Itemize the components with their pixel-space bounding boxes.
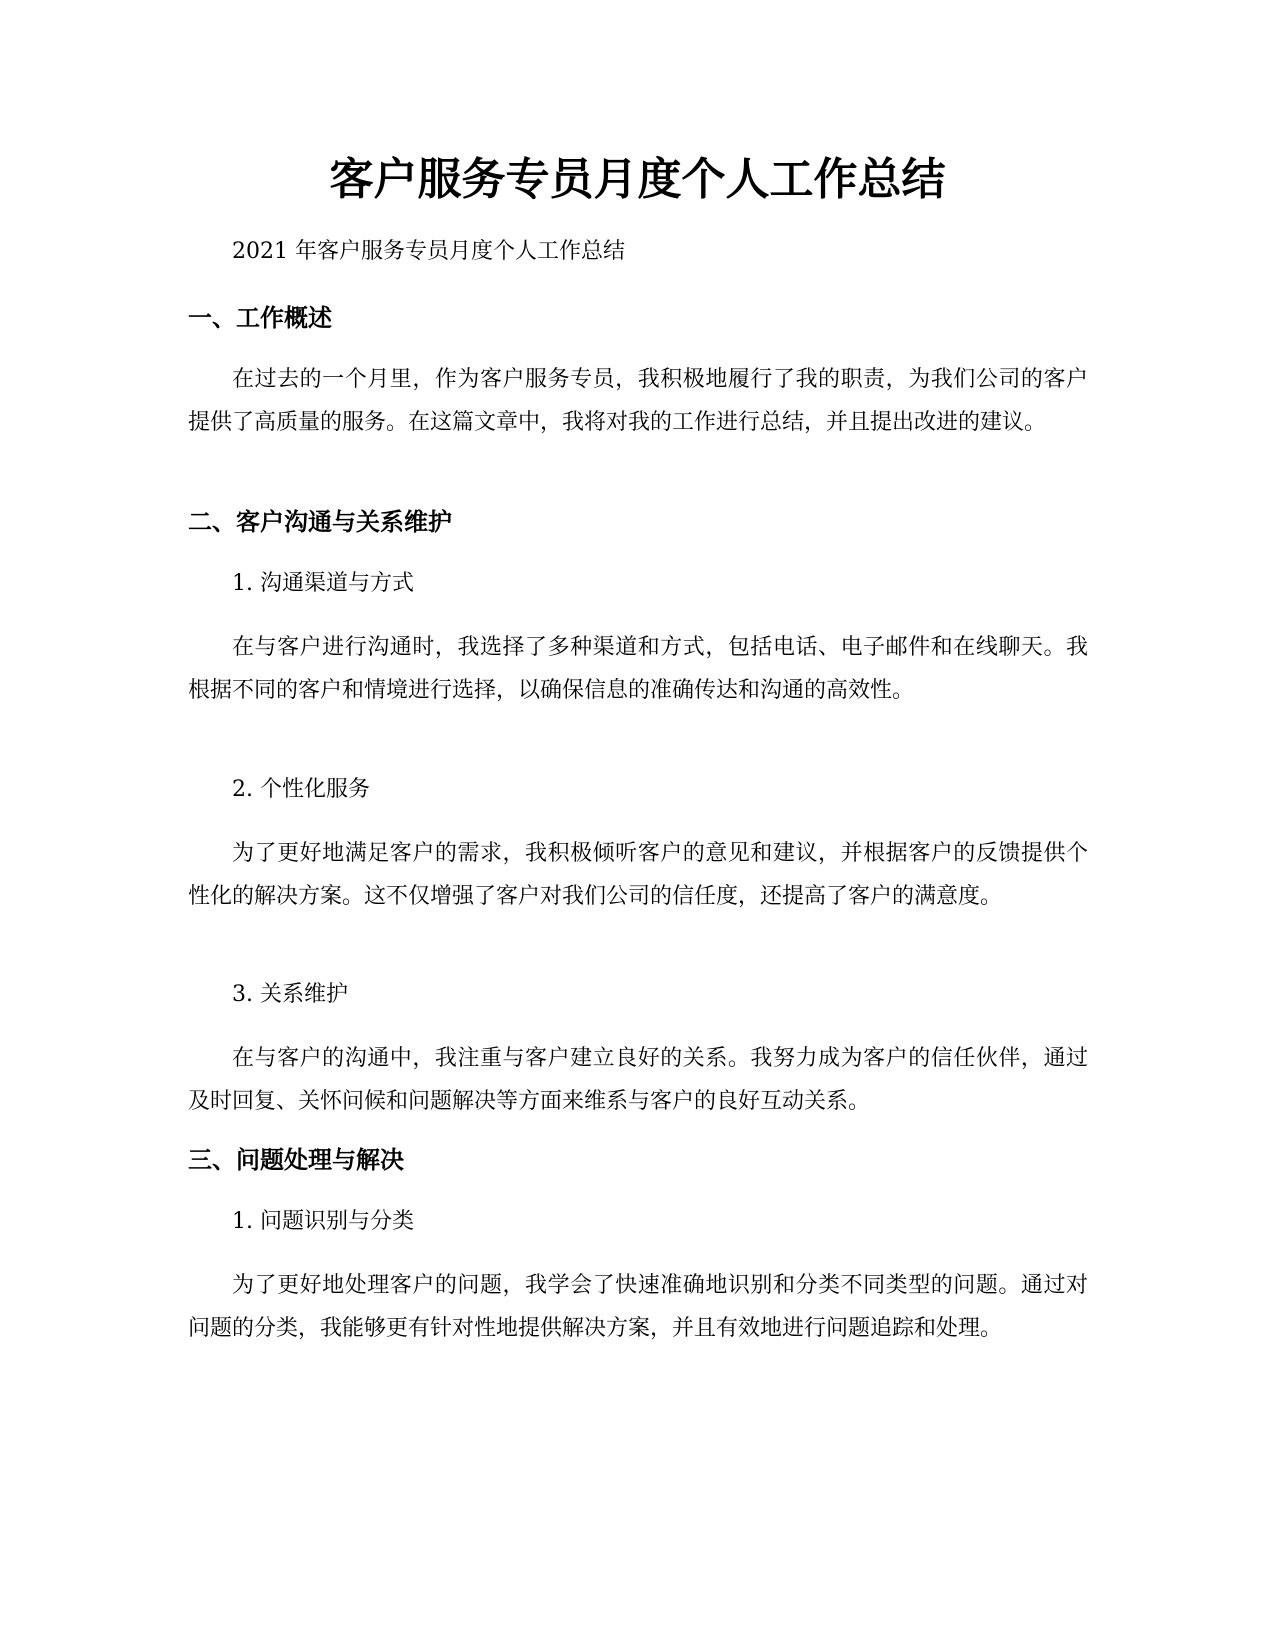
item-paragraph-personalized-service: 为了更好地满足客户的需求，我积极倾听客户的意见和建议，并根据客户的反馈提供个性化的解决方案。这不仅增强了客户对我们公司的信任度，还提高了客户的满意度。 [188,841,1088,909]
section-heading-problem-solving: 三、问题处理与解决 [188,1146,404,1174]
document-title: 客户服务专员月度个人工作总结 [329,154,946,205]
item-label-personalized-service: 2. 个性化服务 [232,777,370,802]
document-subtitle: 2021 年客户服务专员月度个人工作总结 [232,239,625,264]
section-heading-communication: 二、客户沟通与关系维护 [188,508,452,536]
item-paragraph-relationship: 在与客户的沟通中，我注重与客户建立良好的关系。我努力成为客户的信任伙伴，通过及时回复、关怀问候和问题解决等方面来维系与客户的良好互动关系。 [188,1046,1088,1114]
item-label-problem-classification: 1. 问题识别与分类 [232,1209,414,1234]
item-paragraph-problem-classification: 为了更好地处理客户的问题，我学会了快速准确地识别和分类不同类型的问题。通过对问题的分类，我能够更有针对性地提供解决方案，并且有效地进行问题追踪和处理。 [188,1273,1088,1341]
item-paragraph-channels: 在与客户进行沟通时，我选择了多种渠道和方式，包括电话、电子邮件和在线聊天。我根据不同的客户和情境进行选择，以确保信息的准确传达和沟通的高效性。 [188,635,1088,703]
item-label-relationship: 3. 关系维护 [232,982,348,1007]
section-paragraph-overview: 在过去的一个月里，作为客户服务专员，我积极地履行了我的职责，为我们公司的客户提供了高质量的服务。在这篇文章中，我将对我的工作进行总结，并且提出改进的建议。 [188,367,1088,435]
section-heading-overview: 一、工作概述 [188,304,332,332]
item-label-channels: 1. 沟通渠道与方式 [232,571,414,596]
